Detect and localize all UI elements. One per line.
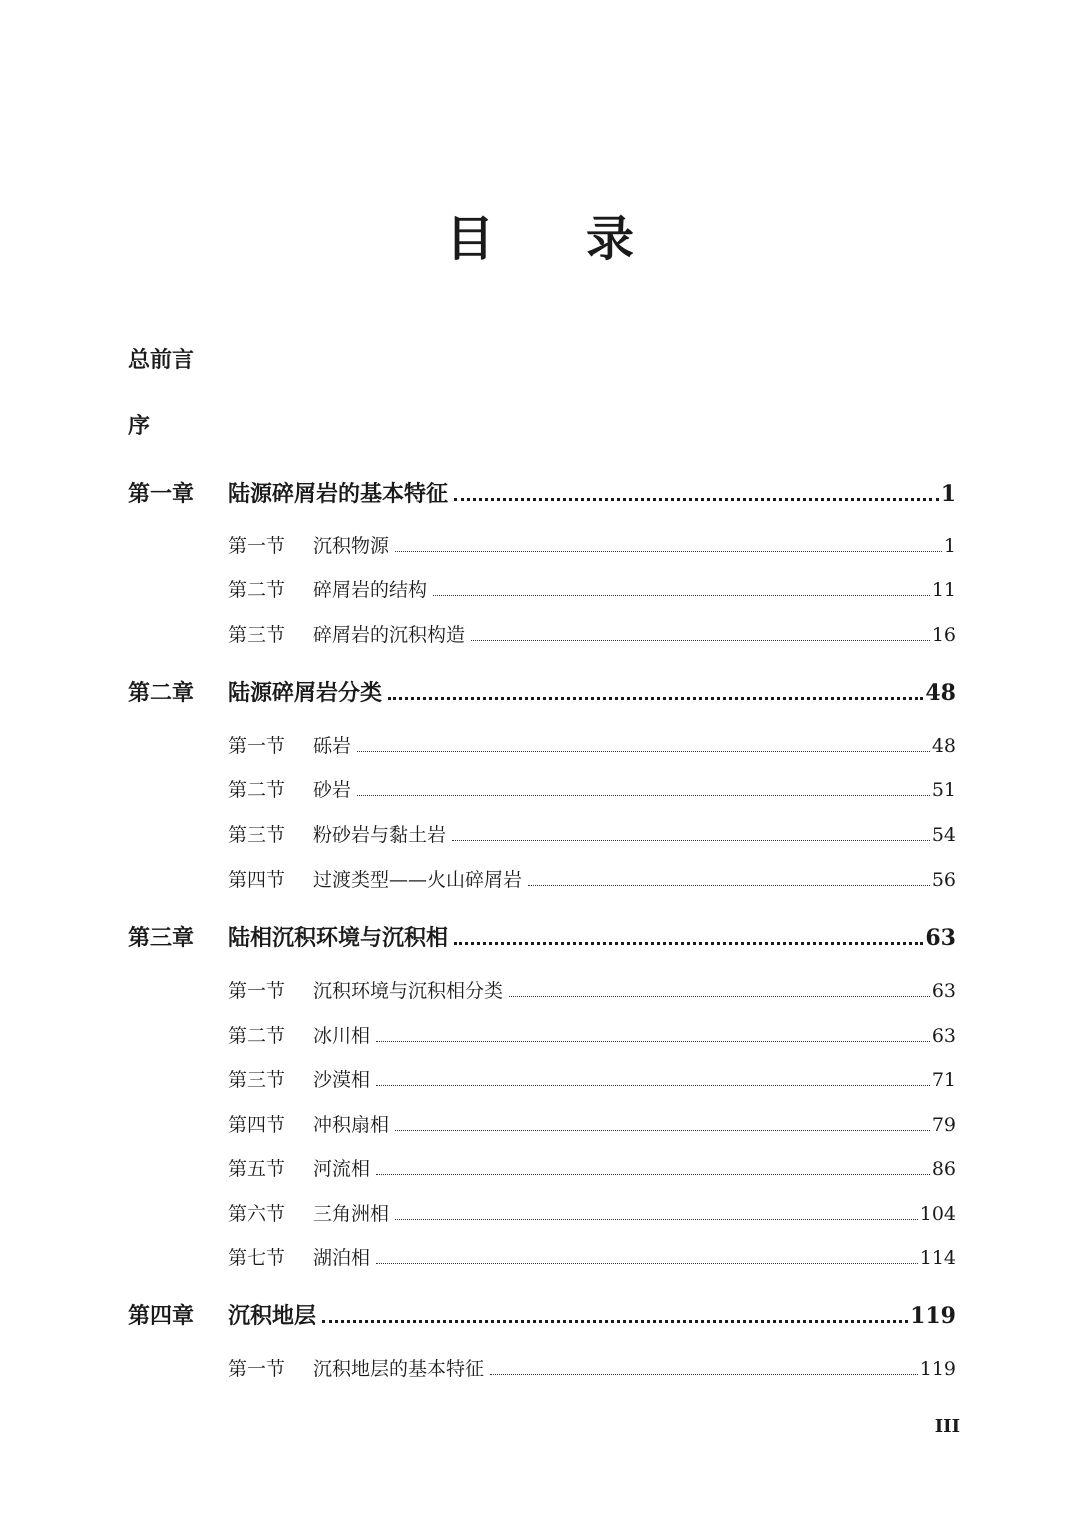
page-ref: 63 bbox=[925, 925, 956, 951]
chapter-title: 陆源碎屑岩分类 bbox=[228, 680, 383, 706]
section-number: 第一节 bbox=[228, 1358, 286, 1380]
dot-leader bbox=[509, 992, 930, 997]
section-number: 第六节 bbox=[228, 1203, 286, 1225]
dot-leader bbox=[322, 1316, 908, 1323]
section-number: 第二节 bbox=[228, 1025, 286, 1047]
title-char-2: 录 bbox=[586, 211, 635, 267]
page-ref: 104 bbox=[919, 1203, 956, 1225]
toc-chapter-3[interactable] bbox=[128, 921, 956, 952]
dot-leader bbox=[452, 836, 930, 841]
page-ref: 1 bbox=[940, 481, 956, 507]
chapter-number: 第二章 bbox=[128, 680, 195, 706]
toc-section[interactable] bbox=[228, 1354, 956, 1381]
chapter-title: 陆源碎屑岩的基本特征 bbox=[228, 481, 449, 507]
dot-leader bbox=[454, 938, 923, 945]
toc-section[interactable] bbox=[228, 575, 956, 602]
section-number: 第三节 bbox=[228, 624, 286, 646]
toc-section[interactable] bbox=[228, 531, 956, 558]
toc-section[interactable] bbox=[228, 1154, 956, 1181]
section-title: 冲积扇相 bbox=[313, 1114, 390, 1136]
page-ref: 71 bbox=[931, 1069, 956, 1091]
section-title: 湖泊相 bbox=[313, 1247, 371, 1269]
section-number: 第一节 bbox=[228, 980, 286, 1002]
chapter-title: 沉积地层 bbox=[228, 1303, 317, 1329]
section-title: 砾岩 bbox=[313, 735, 352, 757]
front-matter-preface: 总前言 bbox=[128, 347, 195, 373]
section-number: 第三节 bbox=[228, 824, 286, 846]
section-title: 碎屑岩的结构 bbox=[313, 579, 428, 601]
page-ref: 63 bbox=[931, 1025, 956, 1047]
section-title: 冰川相 bbox=[313, 1025, 371, 1047]
dot-leader bbox=[357, 791, 930, 796]
toc-section[interactable] bbox=[228, 1243, 956, 1270]
page-ref: 11 bbox=[931, 579, 956, 601]
dot-leader bbox=[376, 1081, 930, 1086]
section-title: 三角洲相 bbox=[313, 1203, 390, 1225]
chapter-number: 第一章 bbox=[128, 481, 195, 507]
page-ref: 1 bbox=[943, 535, 956, 557]
title-char-1: 目 bbox=[445, 211, 494, 267]
toc-section[interactable] bbox=[228, 731, 956, 758]
toc-section[interactable] bbox=[228, 1199, 956, 1226]
page-ref: 56 bbox=[931, 869, 956, 891]
section-title: 沉积地层的基本特征 bbox=[313, 1358, 485, 1380]
section-number: 第三节 bbox=[228, 1069, 286, 1091]
toc-section[interactable] bbox=[228, 620, 956, 647]
section-title: 河流相 bbox=[313, 1158, 371, 1180]
page-ref: 48 bbox=[931, 735, 956, 757]
section-number: 第二节 bbox=[228, 779, 286, 801]
dot-leader bbox=[454, 494, 939, 501]
section-title: 沙漠相 bbox=[313, 1069, 371, 1091]
chapter-number: 第三章 bbox=[128, 925, 195, 951]
dot-leader bbox=[395, 1215, 918, 1220]
dot-leader bbox=[433, 591, 930, 596]
dot-leader bbox=[395, 1126, 930, 1131]
page-title bbox=[0, 200, 1080, 269]
section-title: 碎屑岩的沉积构造 bbox=[313, 624, 466, 646]
dot-leader bbox=[490, 1370, 918, 1375]
page-ref: 119 bbox=[919, 1358, 956, 1380]
section-number: 第五节 bbox=[228, 1158, 286, 1180]
section-title: 过渡类型——火山碎屑岩 bbox=[313, 869, 523, 891]
section-title: 沉积环境与沉积相分类 bbox=[313, 980, 504, 1002]
section-title: 粉砂岩与黏土岩 bbox=[313, 824, 447, 846]
toc-section[interactable] bbox=[228, 820, 956, 847]
section-title: 沉积物源 bbox=[313, 535, 390, 557]
toc-section[interactable] bbox=[228, 1065, 956, 1092]
page-ref: 79 bbox=[931, 1114, 956, 1136]
section-number: 第七节 bbox=[228, 1247, 286, 1269]
section-number: 第四节 bbox=[228, 869, 286, 891]
section-number: 第二节 bbox=[228, 579, 286, 601]
page-ref: 16 bbox=[931, 624, 956, 646]
page-ref: 51 bbox=[931, 779, 956, 801]
toc-section[interactable] bbox=[228, 1110, 956, 1137]
page-ref: 63 bbox=[931, 980, 956, 1002]
section-title: 砂岩 bbox=[313, 779, 352, 801]
toc-chapter-2[interactable] bbox=[128, 676, 956, 707]
toc-section[interactable] bbox=[228, 865, 956, 892]
dot-leader bbox=[395, 547, 942, 552]
page-ref: 86 bbox=[931, 1158, 956, 1180]
dot-leader bbox=[388, 693, 923, 700]
dot-leader bbox=[528, 881, 930, 886]
dot-leader bbox=[376, 1170, 930, 1175]
page-ref: 114 bbox=[919, 1247, 956, 1269]
dot-leader bbox=[376, 1037, 930, 1042]
page-ref: 119 bbox=[910, 1303, 956, 1329]
page-ref: 48 bbox=[925, 680, 956, 706]
toc-section[interactable] bbox=[228, 775, 956, 802]
toc-chapter-1[interactable] bbox=[128, 477, 956, 508]
dot-leader bbox=[471, 636, 930, 641]
front-matter-foreword: 序 bbox=[128, 413, 151, 439]
chapter-number: 第四章 bbox=[128, 1303, 195, 1329]
page-number: III bbox=[934, 1416, 960, 1437]
toc-section[interactable] bbox=[228, 976, 956, 1003]
page-ref: 54 bbox=[931, 824, 956, 846]
dot-leader bbox=[376, 1259, 918, 1264]
section-number: 第一节 bbox=[228, 735, 286, 757]
dot-leader bbox=[357, 747, 930, 752]
toc-chapter-4[interactable] bbox=[128, 1299, 956, 1330]
toc-section[interactable] bbox=[228, 1021, 956, 1048]
chapter-title: 陆相沉积环境与沉积相 bbox=[228, 925, 449, 951]
section-number: 第一节 bbox=[228, 535, 286, 557]
section-number: 第四节 bbox=[228, 1114, 286, 1136]
